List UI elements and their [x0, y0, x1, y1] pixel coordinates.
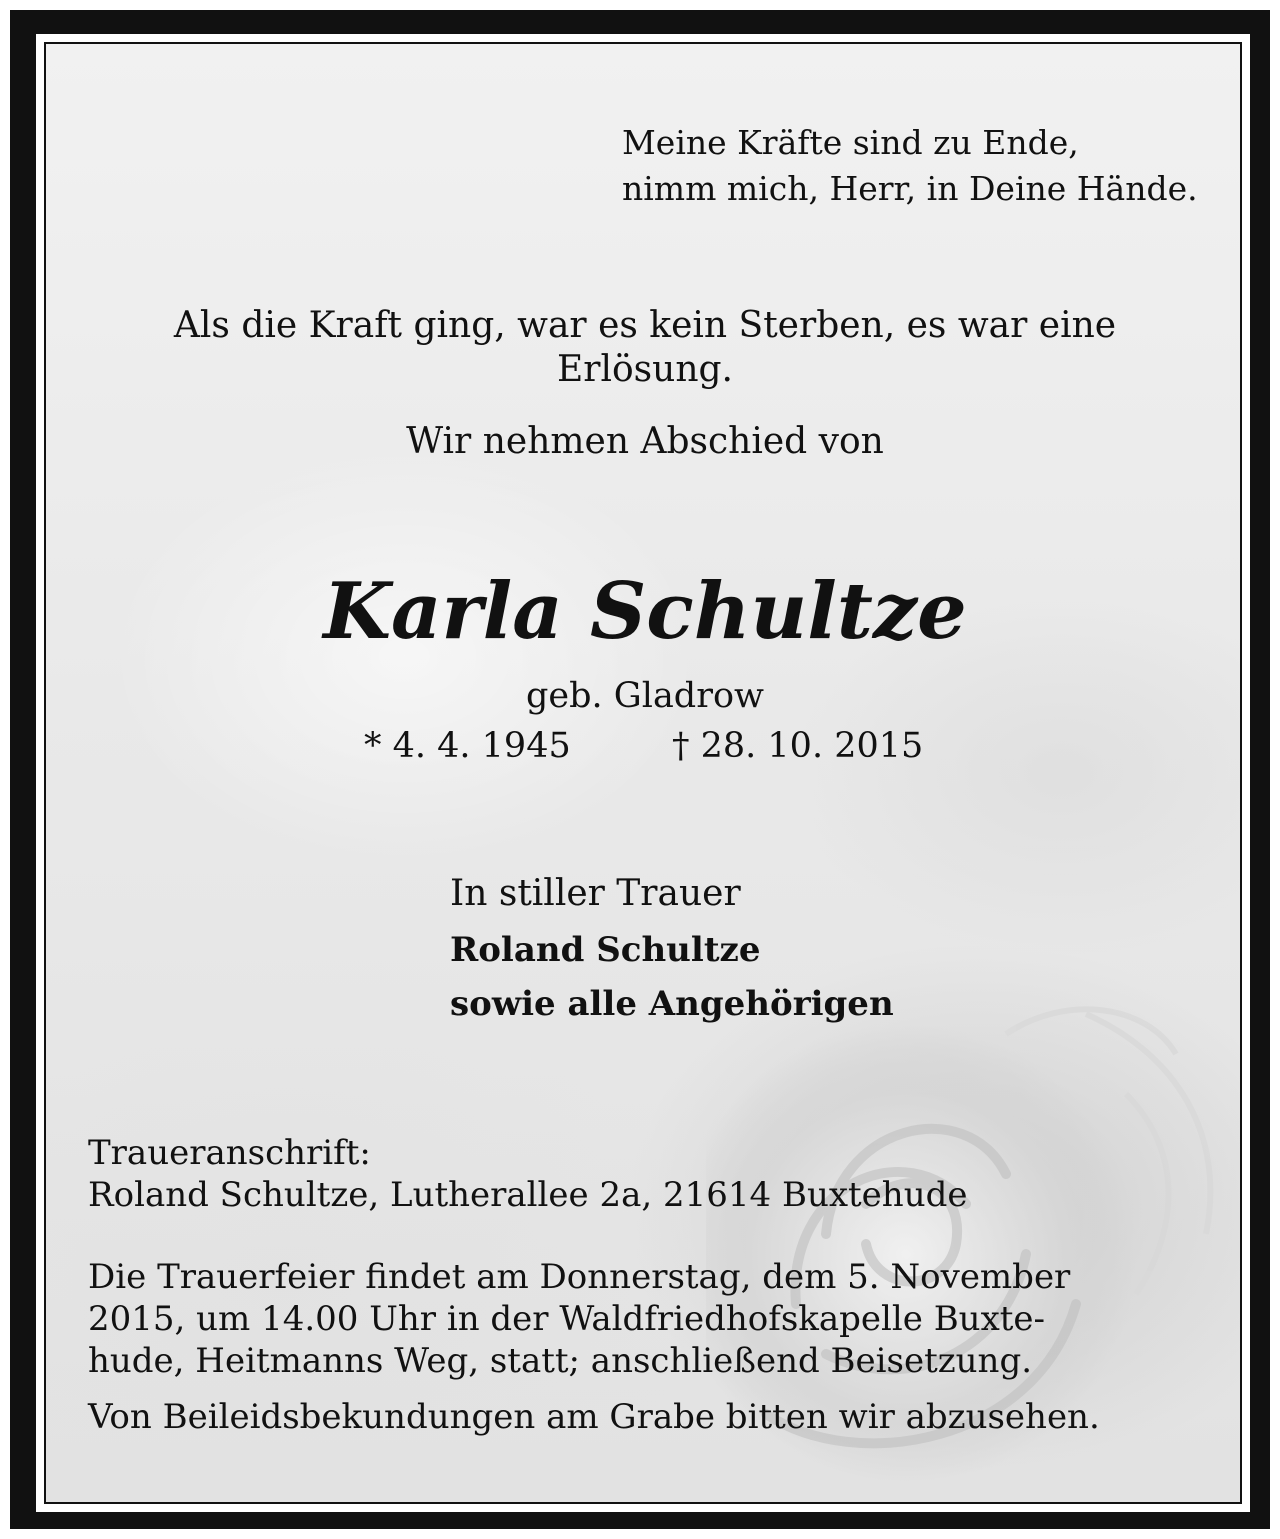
quote	[86, 304, 1204, 392]
mourner-name: Roland Schultze	[450, 930, 761, 970]
service-line-2: 2015, um 14.00 Uhr in der Waldfriedhofskapelle Buxte-	[88, 1299, 1046, 1339]
maiden-name: geb. Gladrow	[526, 676, 764, 716]
birth-date: * 4. 4. 1945	[364, 726, 571, 766]
death-date: † 28. 10. 2015	[672, 726, 924, 766]
motto-line-2: nimm mich, Herr, in Deine Hände.	[622, 169, 1198, 208]
deceased-name: Karla Schultze	[323, 566, 967, 657]
quote-line-2: Erlösung.	[556, 349, 733, 390]
condolence-note: Von Beileidsbekundungen am Grabe bitten wir abzusehen.	[88, 1397, 1100, 1437]
farewell-text: Wir nehmen Abschied von	[406, 421, 884, 462]
outer-black-frame	[10, 10, 1270, 1529]
mourner-relatives: sowie alle Angehörigen	[450, 984, 894, 1024]
obituary-notice	[44, 42, 1242, 1504]
mourning-address: Roland Schultze, Lutherallee 2a, 21614 Buxtehude	[88, 1175, 968, 1215]
motto-line-1: Meine Kräfte sind zu Ende,	[622, 123, 1079, 162]
inner-white-frame	[36, 34, 1250, 1512]
funeral-service-info	[88, 1256, 1208, 1382]
motto-verse	[622, 120, 1242, 212]
service-line-3: hude, Heitmanns Weg, statt; anschließend Beisetzung.	[88, 1341, 1033, 1381]
service-line-1: Die Trauerfeier findet am Donnerstag, dem 5. November	[88, 1257, 1071, 1297]
address-label: Traueranschrift:	[88, 1133, 371, 1173]
quote-line-1: Als die Kraft ging, war es kein Sterben, es war eine	[173, 305, 1117, 346]
mourning-intro: In stiller Trauer	[450, 873, 741, 914]
